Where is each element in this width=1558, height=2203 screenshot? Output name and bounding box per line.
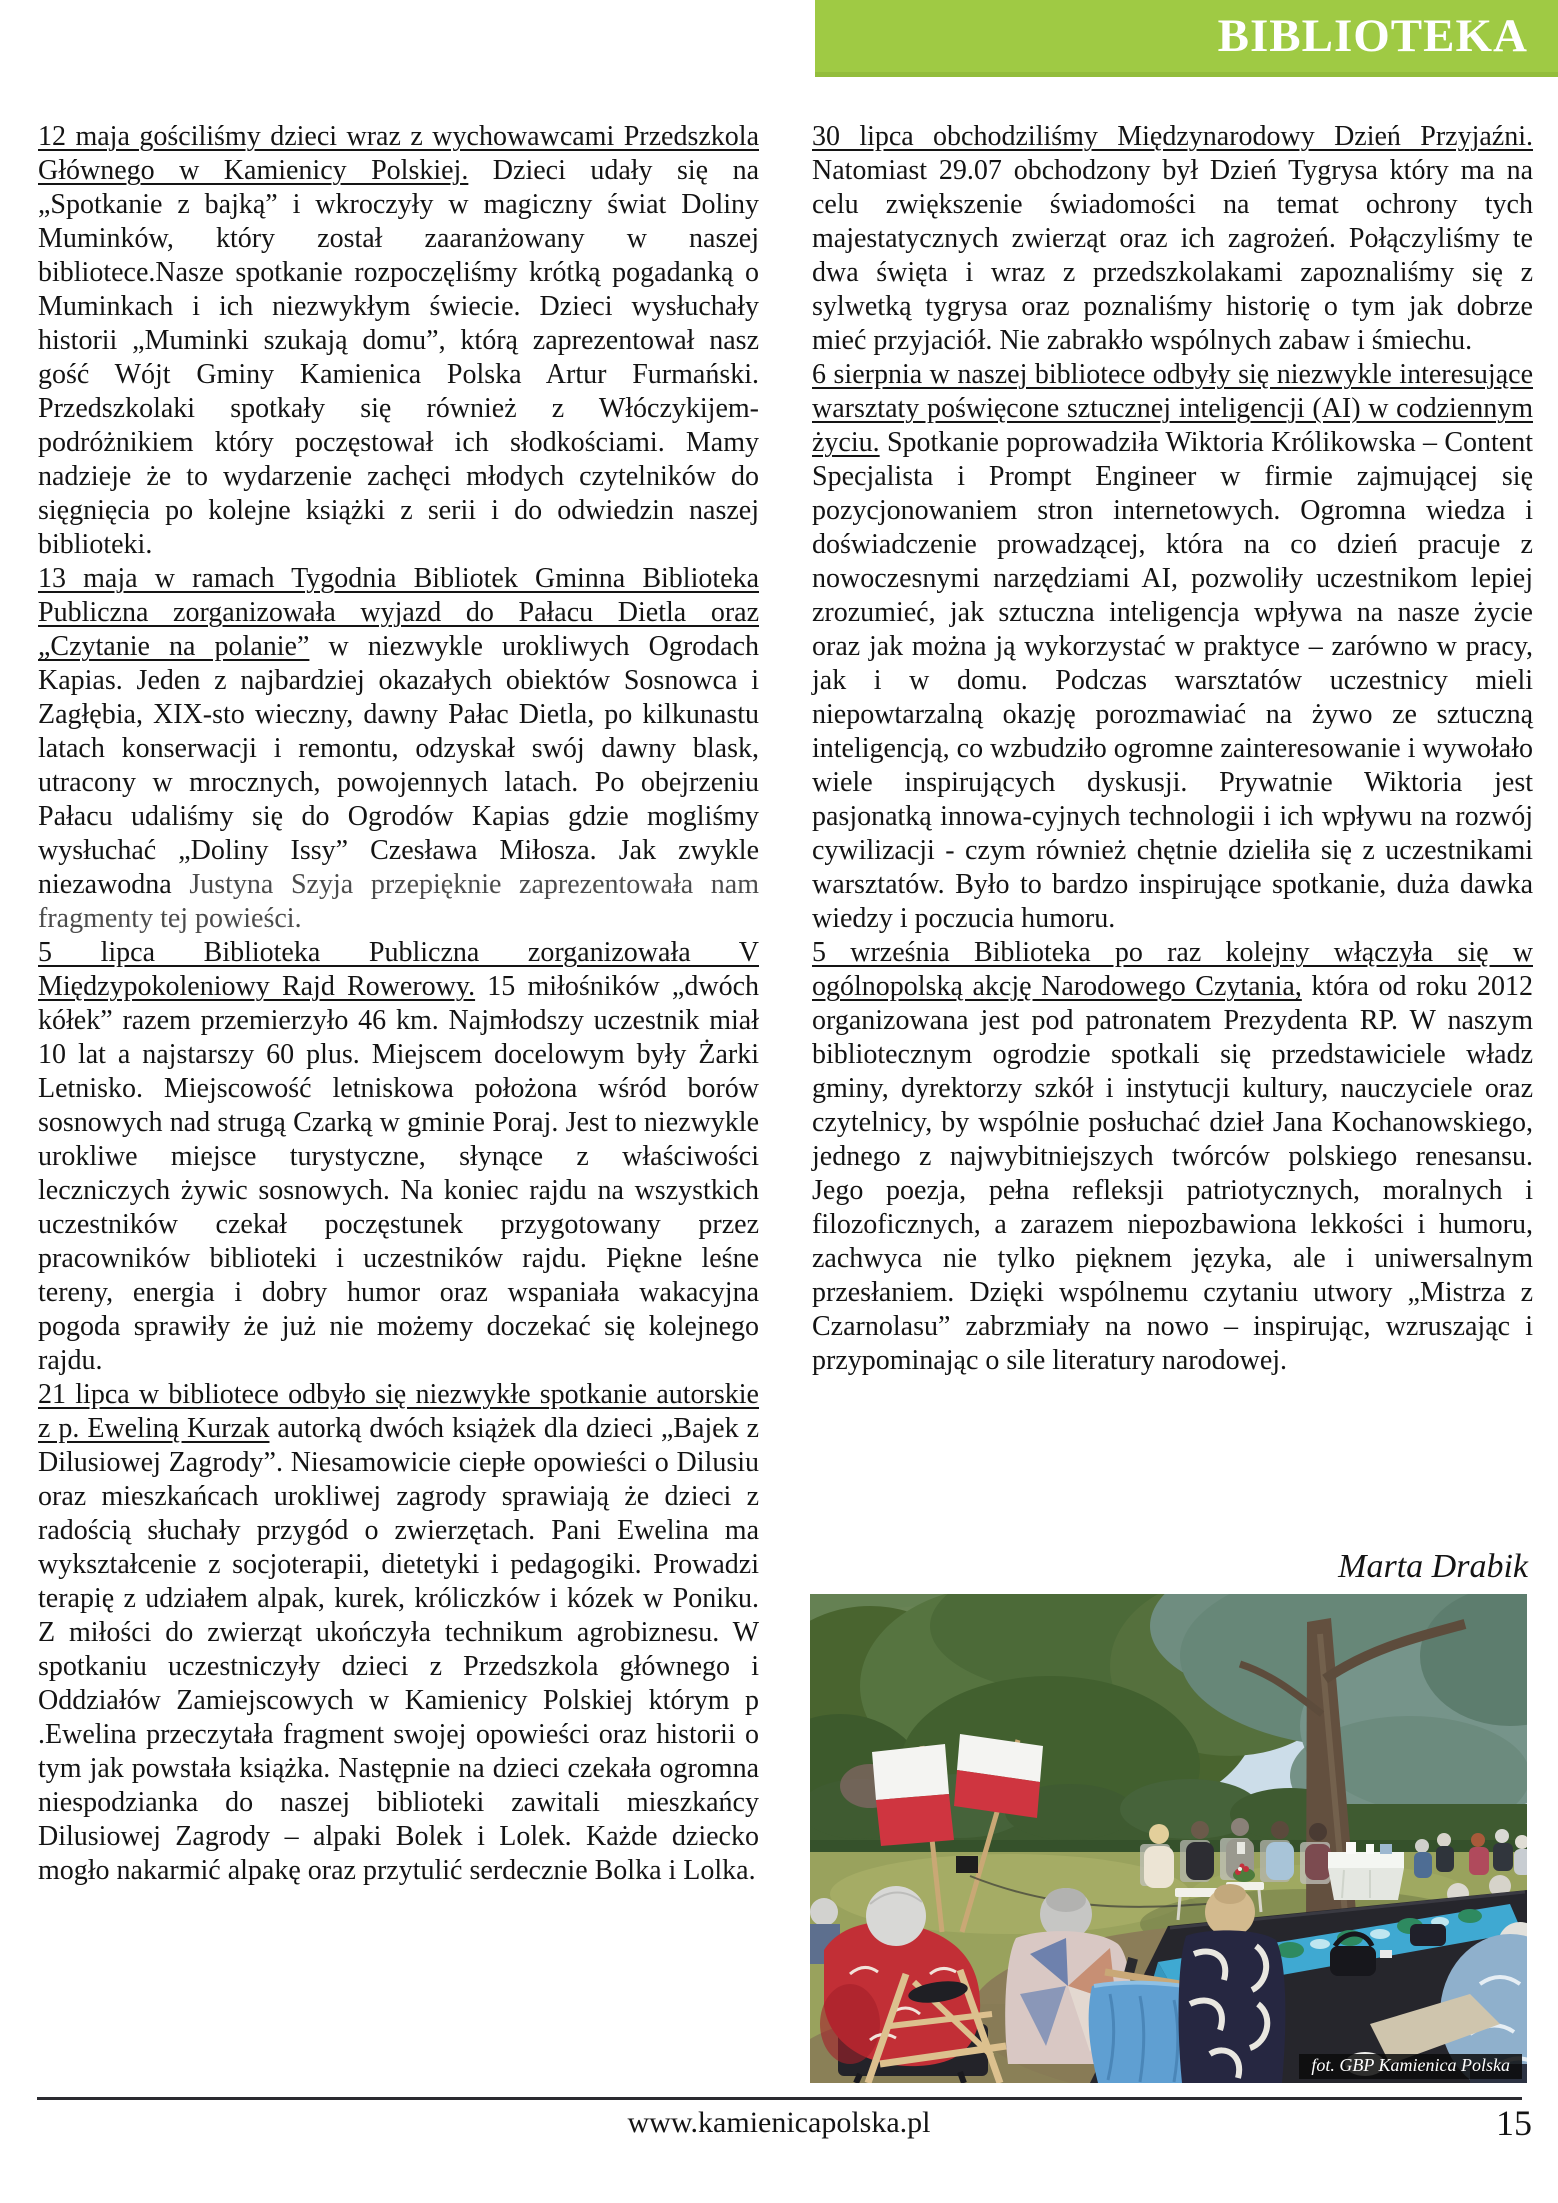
paragraph bbox=[38, 562, 759, 936]
page-title: BIBLIOTEKA bbox=[1217, 9, 1528, 62]
event-photo-illustration bbox=[810, 1594, 1527, 2083]
paragraph-lead: 13 maja w ramach Tygodnia Bibliotek Gminna Biblioteka Publiczna zorganizowała wyjazd do Pałacu Dietla oraz „Czytanie na polanie” bbox=[38, 563, 759, 662]
paragraph-body: Spotkanie poprowadziła Wiktoria Królikowska – Content Specjalista i Prompt Engineer w firmie zajmującej się pozycjonowaniem stron internetowych. Ogromna wiedza i doświadczenie prowadzącej, która na co dzień pracuje z nowoczesnymi narzędziami AI, pozwoliły uczestnikom lepiej zrozumieć, jak sztuczna inteligencja wpływa na nasze życie oraz jak można ją wykorzystać w praktyce – zarówno w pracy, jak i w domu. Podczas warsztatów uczestnicy mieli niepowtarzalną okazję porozmawiać na żywo ze sztuczną inteligencją, co wzbudziło ogromne zainteresowanie i wywołało wiele inspirujących dyskusji. Prywatnie Wiktoria jest pasjonatką innowa-cyjnych technologii i ich wpływu na rozwój cywilizacji - czym również chętnie dzieliła się z uczestnikami warsztatów. Było to bardzo inspirujące spotkanie, duża dawka wiedzy i poczucia humoru. bbox=[812, 427, 1533, 934]
footer-website: www.kamienicapolska.pl bbox=[627, 2106, 931, 2139]
header-bar bbox=[815, 0, 1558, 77]
paragraph bbox=[812, 936, 1533, 1378]
footer-page-number: 15 bbox=[1496, 2103, 1532, 2143]
paragraph-lead: 30 lipca obchodziliśmy Międzynarodowy Dzień Przyjaźni. bbox=[812, 121, 1533, 152]
paragraph-body: która od roku 2012 organizowana jest pod patronatem Prezydenta RP. W naszym bibliotecznym ogrodzie spotkali się przedstawiciele władz gminy, dyrektorzy szkół i instytucji kultury, nauczyciele oraz czytelnicy, by wspólnie posłuchać dzieł Jana Kochanowskiego, jednego z najwybitniejszych twórców polskiego renesansu. Jego poezja, pełna refleksji patriotycznych, moralnych i filozoficznych, a zarazem niepozbawiona lekkości i humoru, zachwyca nie tylko pięknem języka, ale i uniwersalnym przesłaniem. Dzięki wspólnemu czytaniu utwory „Mistrza z Czarnolasu” zabrzmiały na nowo – inspirując, wzruszając i przypominając o sile literatury narodowej. bbox=[812, 971, 1533, 1376]
paragraph-tail: Justyna Szyja przepięknie zaprezentowała nam fragmenty tej powieści. bbox=[38, 869, 759, 934]
paragraph bbox=[812, 358, 1533, 936]
paragraph-body: Dzieci udały się na „Spotkanie z bajką” i wkroczyły w magiczny świat Doliny Muminków, który został zaaranżowany w naszej bibliotece.Nasze spotkanie rozpoczęliśmy krótką pogadanką o Muminkach i ich niezwykłym świecie. Dzieci wysłuchały historii „Muminki szukają domu”, którą zaprezentował nasz gość Wójt Gminy Kamienica Polska Artur Furmański. Przedszkolaki spotkały się również z Włóczykijem- podróżnikiem który poczęstował ich słodkościami. Mamy nadzieje że to wydarzenie zachęci młodych czytelników do sięgnięcia po kolejne książki z serii i do odwiedzin naszej biblioteki. bbox=[38, 155, 759, 560]
photo-caption: fot. GBP Kamienica Polska bbox=[1299, 2054, 1522, 2079]
paragraph-body: Natomiast 29.07 obchodzony był Dzień Tygrysa który ma na celu zwiększenie świadomości na temat ochrony tych majestatycznych zwierząt oraz ich zagrożeń. Połączyliśmy te dwa święta i wraz z przedszkolakami zapoznaliśmy się z sylwetką tygrysa oraz poznaliśmy historię o tym jak dobrze mieć przyjaciół. Nie zabrakło wspólnych zabaw i śmiechu. bbox=[812, 155, 1533, 356]
event-photo bbox=[810, 1594, 1527, 2083]
paragraph-body: w niezwykle urokliwych Ogrodach Kapias. Jeden z najbardziej okazałych obiektów Sosnowca i Zagłębia, XIX-sto wieczny, dawny Pałac Dietla, po kilkunastu latach konserwacji i remontu, odzyskał swój dawny blask, utracony w mrocznych, powojennych latach. Po obejrzeniu Pałacu udaliśmy się do Ogrodów Kapias gdzie mogliśmy wysłuchać „Doliny Issy” Czesława Miłosza. Jak zwykle niezawodna bbox=[38, 631, 759, 900]
paragraph bbox=[812, 120, 1533, 358]
paragraph bbox=[38, 120, 759, 562]
paragraph-lead: 6 sierpnia w naszej bibliotece odbyły się niezwykle interesujące warsztaty poświęcone sztucznej inteligencji (AI) w codziennym życiu. bbox=[812, 359, 1533, 458]
paragraph-lead: 21 lipca w bibliotece odbyło się niezwykłe spotkanie autorskie z p. Eweliną Kurzak bbox=[38, 1379, 759, 1444]
paragraph-lead: 12 maja gościliśmy dzieci wraz z wychowawcami Przedszkola Głównego w Kamienicy Polskiej. bbox=[38, 121, 759, 186]
paragraph-lead: 5 lipca Biblioteka Publiczna zorganizowała V Międzypokoleniowy Rajd Rowerowy. bbox=[38, 937, 759, 1002]
column-right bbox=[812, 120, 1533, 1378]
column-left bbox=[38, 120, 759, 1888]
author-byline: Marta Drabik bbox=[1338, 1548, 1528, 1585]
paragraph-body: 15 miłośników „dwóch kółek” razem przemierzyło 46 km. Najmłodszy uczestnik miał 10 lat a najstarszy 60 plus. Miejscem docelowym były Żarki Letnisko. Miejscowość letniskowa położona wśród borów sosnowych nad strugą Czarką w gminie Poraj. Jest to niezwykle urokliwe miejsce turystyczne, słynące z właściwości leczniczych żywic sosnowych. Na koniec rajdu na wszystkich uczestników czekał poczęstunek przygotowany przez pracowników biblioteki i uczestników rajdu. Piękne leśne tereny, energia i dobry humor oraz wspaniała wakacyjna pogoda sprawiły że już nie możemy doczekać się kolejnego rajdu. bbox=[38, 971, 759, 1376]
paragraph bbox=[38, 1378, 759, 1888]
paragraph bbox=[38, 936, 759, 1378]
footer-divider bbox=[37, 2097, 1522, 2100]
paragraph-lead: 5 września Biblioteka po raz kolejny włączyła się w ogólnopolską akcję Narodowego Czytania, bbox=[812, 937, 1533, 1002]
paragraph-body: autorką dwóch książek dla dzieci „Bajek z Dilusiowej Zagrody”. Niesamowicie ciepłe opowieści o Dilusiu oraz mieszkańcach urokliwej zagrody sprawiają że dzieci z radością słuchały przygód o zwierzętach. Pani Ewelina ma wykształcenie z socjoterapii, dietetyki i pedagogiki. Prowadzi terapię z udziałem alpak, kurek, króliczków i kózek w Poniku. Z miłości do zwierząt ukończyła technikum agrobiznesu. W spotkaniu uczestniczyły dzieci z Przedszkola głównego i Oddziałów Zamiejscowych w Kamienicy Polskiej którym p .Ewelina przeczytała fragment swojej opowieści oraz historii o tym jak powstała książka. Następnie na dzieci czekała ogromna niespodzianka do naszej biblioteki zawitali mieszkańcy Dilusiowej Zagrody – alpaki Bolek i Lolek. Każde dziecko mogło nakarmić alpakę oraz przytulić serdecznie Bolka i Lolka. bbox=[38, 1413, 759, 1886]
